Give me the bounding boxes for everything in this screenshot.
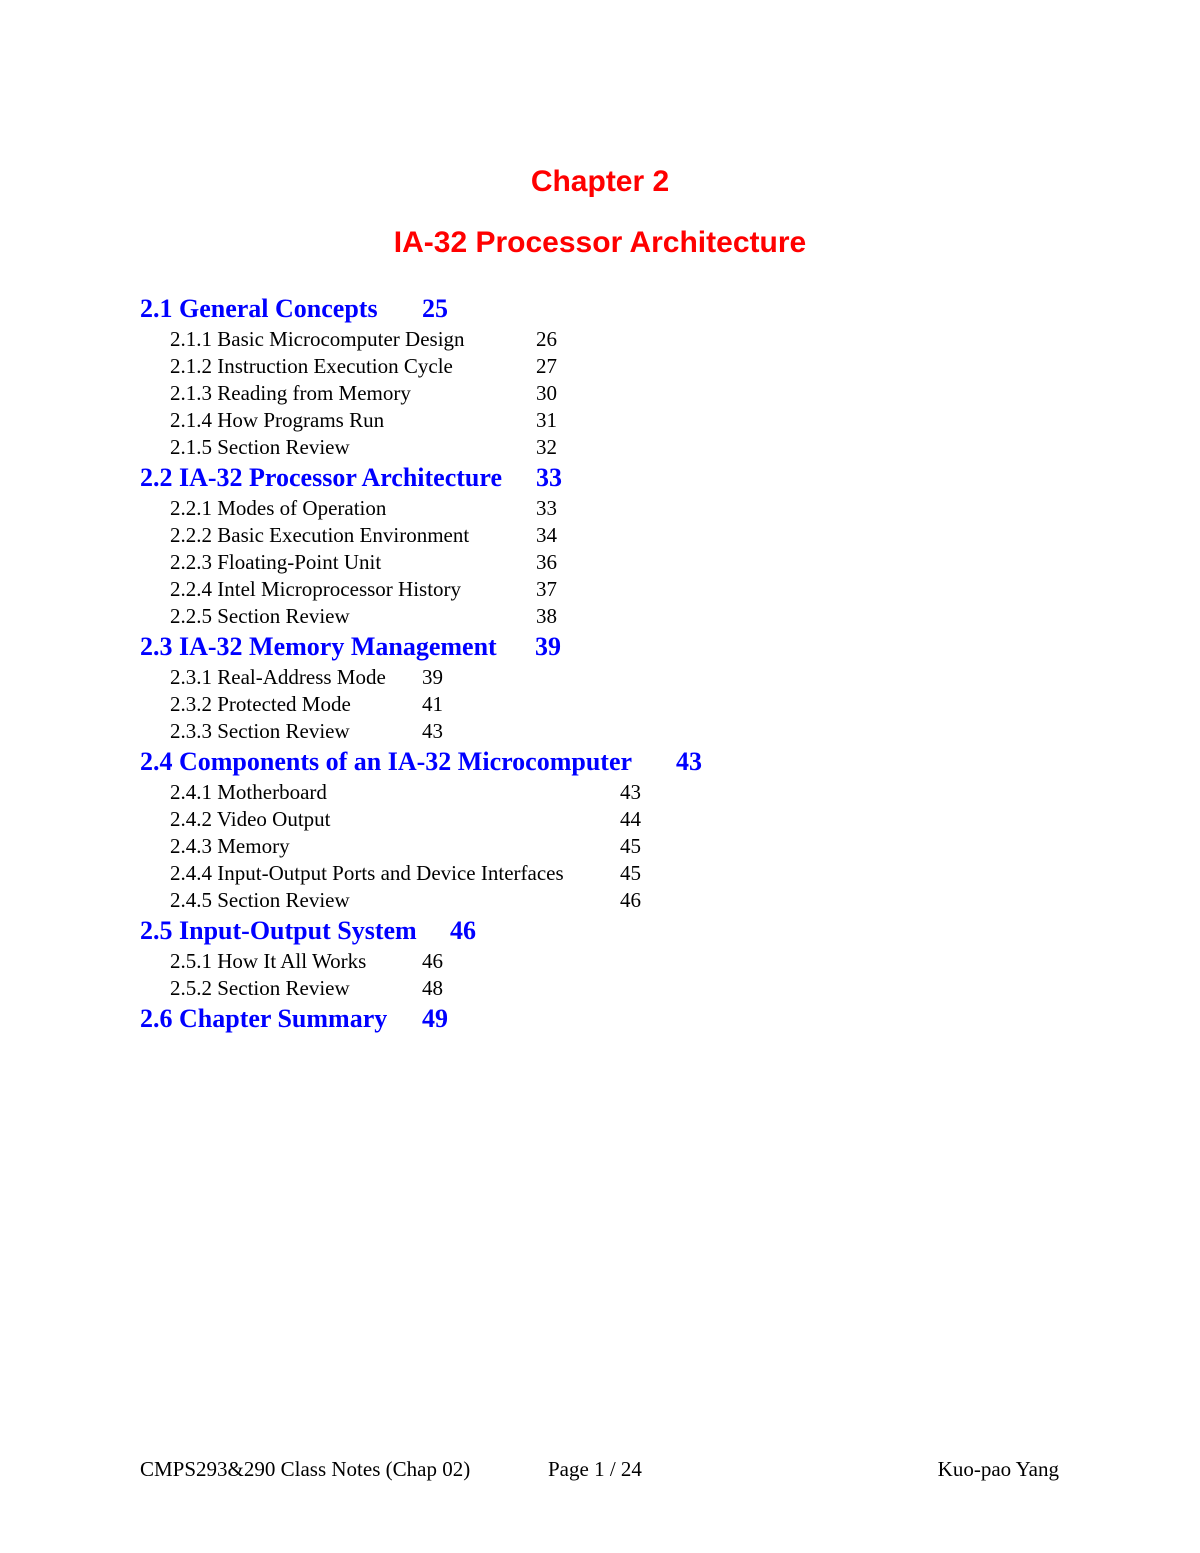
toc-subsection[interactable] [140,948,702,975]
toc-section-title: 2.6 Chapter Summary [140,1004,388,1033]
toc-section-title: 2.3 IA-32 Memory Management [140,632,497,661]
toc-subsection-title: 2.2.3 Floating-Point Unit [170,550,382,574]
toc-subsection[interactable] [140,380,702,407]
toc-subsection[interactable] [140,407,702,434]
toc-subsection[interactable] [140,353,702,380]
toc-subsection[interactable] [140,887,702,914]
toc-subsection-page: 45 [620,861,641,885]
toc-subsection-page: 34 [536,523,557,547]
toc-subsection-page: 27 [536,354,557,378]
toc-subsection-title: 2.4.3 Memory [170,834,290,858]
toc-subsection-page: 32 [536,435,557,459]
toc-subsection[interactable] [140,576,702,603]
toc-section-title: 2.4 Components of an IA-32 Microcomputer [140,747,633,776]
table-of-contents [140,292,702,1036]
toc-subsection[interactable] [140,806,702,833]
toc-subsection-page: 45 [620,834,641,858]
toc-subsection-title: 2.3.1 Real-Address Mode [170,665,386,689]
toc-subsection[interactable] [140,603,702,630]
toc-subsection[interactable] [140,975,702,1002]
toc-subsection-title: 2.5.1 How It All Works [170,949,367,973]
toc-subsection-page: 46 [422,949,443,973]
toc-subsection-title: 2.1.2 Instruction Execution Cycle [170,354,453,378]
toc-subsection-page: 38 [536,604,557,628]
toc-section-page: 39 [535,632,561,661]
toc-subsection[interactable] [140,718,702,745]
toc-subsection-page: 44 [620,807,641,831]
toc-subsection-title: 2.1.1 Basic Microcomputer Design [170,327,465,351]
toc-subsection-page: 31 [536,408,557,432]
toc-subsection-title: 2.3.3 Section Review [170,719,350,743]
toc-subsection-title: 2.1.3 Reading from Memory [170,381,411,405]
toc-subsection[interactable] [140,434,702,461]
toc-subsection-title: 2.1.5 Section Review [170,435,350,459]
toc-subsection-page: 36 [536,550,557,574]
toc-subsection-title: 2.4.5 Section Review [170,888,350,912]
toc-subsection[interactable] [140,691,702,718]
chapter-title: IA-32 Processor Architecture [393,226,807,259]
toc-subsection[interactable] [140,495,702,522]
toc-section[interactable] [140,745,702,779]
toc-section[interactable] [140,914,702,948]
toc-subsection[interactable] [140,664,702,691]
toc-subsection-page: 37 [536,577,557,601]
footer-course-notes: CMPS293&290 Class Notes (Chap 02) [140,1457,471,1481]
toc-subsection-page: 41 [422,692,443,716]
toc-subsection-page: 43 [422,719,443,743]
toc-subsection-page: 43 [620,780,641,804]
toc-subsection-title: 2.4.2 Video Output [170,807,331,831]
toc-subsection-title: 2.2.4 Intel Microprocessor History [170,577,462,601]
toc-subsection-title: 2.2.1 Modes of Operation [170,496,387,520]
toc-subsection-page: 46 [620,888,641,912]
toc-subsection-title: 2.1.4 How Programs Run [170,408,385,432]
toc-subsection[interactable] [140,779,702,806]
toc-section-title: 2.2 IA-32 Processor Architecture [140,463,502,492]
toc-subsection[interactable] [140,833,702,860]
toc-subsection[interactable] [140,522,702,549]
toc-section-page: 25 [422,294,448,323]
toc-section-page: 46 [450,916,476,945]
toc-subsection[interactable] [140,549,702,576]
footer-page-number: Page 1 / 24 [548,1457,642,1481]
chapter-label: Chapter 2 [530,165,670,198]
toc-subsection[interactable] [140,326,702,353]
toc-subsection-page: 48 [422,976,443,1000]
toc-subsection-title: 2.4.1 Motherboard [170,780,327,804]
toc-subsection-title: 2.2.5 Section Review [170,604,350,628]
toc-section-page: 43 [676,747,702,776]
footer-author: Kuo-pao Yang [937,1457,1059,1481]
toc-section-title: 2.5 Input-Output System [140,916,417,945]
toc-subsection-title: 2.3.2 Protected Mode [170,692,351,716]
toc-section[interactable] [140,292,702,326]
toc-section-title: 2.1 General Concepts [140,294,378,323]
toc-subsection-page: 33 [536,496,557,520]
toc-section[interactable] [140,630,702,664]
toc-subsection-page: 26 [536,327,557,351]
toc-section[interactable] [140,1002,702,1036]
toc-subsection-title: 2.5.2 Section Review [170,976,350,1000]
toc-subsection-page: 30 [536,381,557,405]
toc-section[interactable] [140,461,702,495]
toc-subsection-title: 2.2.2 Basic Execution Environment [170,523,470,547]
toc-section-page: 33 [536,463,562,492]
toc-subsection-title: 2.4.4 Input-Output Ports and Device Interfaces [170,861,564,885]
toc-section-page: 49 [422,1004,448,1033]
toc-subsection-page: 39 [422,665,443,689]
toc-subsection[interactable] [140,860,702,887]
